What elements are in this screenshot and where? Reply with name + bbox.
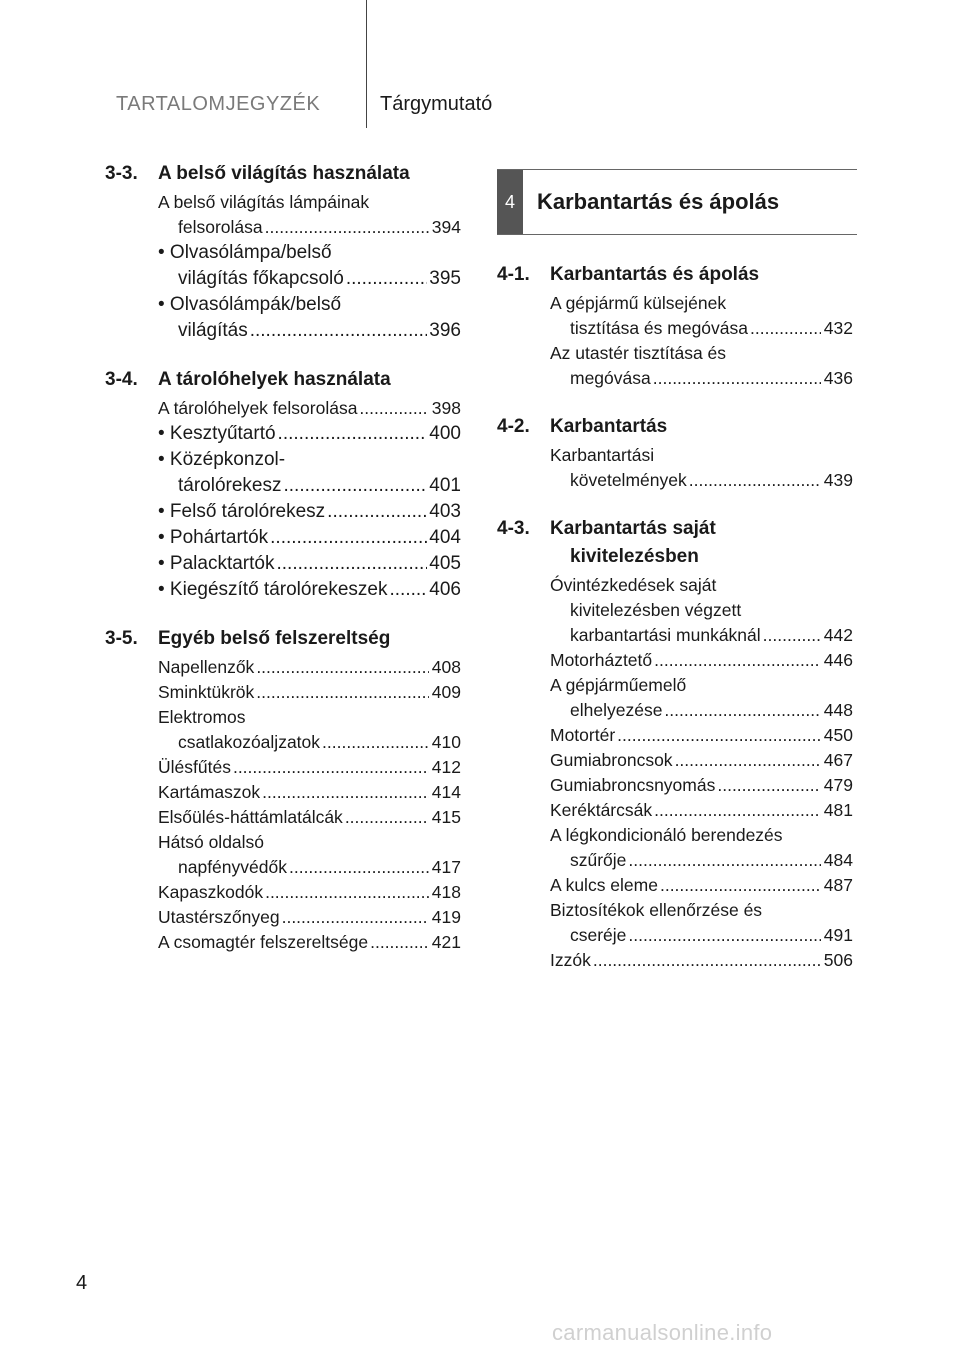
section-heading[interactable] [497, 515, 857, 571]
dot-leader [359, 396, 429, 421]
entry-page-number: 405 [429, 553, 461, 574]
entry-page-number: 414 [431, 782, 461, 802]
chapter-title: Karbantartás és ápolás [537, 189, 780, 214]
entry-text-line: követelmények [570, 470, 687, 490]
entry-text-line: Biztosítékok ellenőrzése és [550, 900, 763, 920]
entry-text-line: A gépjármű külsejének [550, 293, 727, 313]
entry-leader-row [550, 748, 853, 773]
entry-page-number: 408 [431, 657, 461, 677]
dot-leader [660, 873, 821, 898]
toc-entry[interactable] [158, 905, 465, 930]
entry-text-line: • Felső tárolórekesz [158, 501, 326, 522]
entry-page-number: 406 [429, 579, 461, 600]
entry-leader-row [550, 623, 853, 648]
dot-leader [278, 421, 428, 447]
dot-leader [593, 948, 821, 973]
entry-text-line: Motorháztető [550, 650, 653, 670]
dot-leader [256, 655, 429, 680]
header-index-link[interactable]: Tárgymutató [380, 93, 493, 115]
entry-text-line: Sminktükrök [158, 682, 255, 702]
toc-entry[interactable] [550, 723, 857, 748]
entry-page-number: 394 [431, 217, 461, 237]
section-heading[interactable] [497, 413, 857, 441]
entry-text-line: kivitelezésben végzett [570, 600, 742, 620]
dot-leader [628, 923, 821, 948]
entry-leader-row [158, 905, 461, 930]
entry-page-number: 396 [429, 320, 461, 341]
section-title [158, 160, 465, 188]
entry-text-line: • Pohártartók [158, 527, 269, 548]
dot-leader [689, 468, 821, 493]
toc-section [105, 160, 465, 344]
entry-text-line: Keréktárcsák [550, 800, 653, 820]
entry-leader-row [158, 655, 461, 680]
dot-leader [654, 648, 821, 673]
dot-leader [282, 905, 429, 930]
toc-entry[interactable] [158, 705, 465, 755]
dot-leader [346, 266, 427, 292]
entry-text-line: • Kiegészítő tárolórekeszek [158, 579, 388, 600]
entry-page-number: 400 [429, 423, 461, 444]
watermark-footer: carmanualsonline.info [552, 1320, 773, 1345]
entry-text-line: Hátsó oldalsó [158, 832, 265, 852]
toc-entry[interactable] [158, 240, 465, 292]
entry-leader-row [158, 473, 461, 499]
entry-text-line: cseréje [570, 925, 627, 945]
entry-leader-row [158, 318, 461, 344]
entry-leader-row [550, 723, 853, 748]
toc-entry[interactable] [158, 396, 465, 421]
entry-leader-row [550, 848, 853, 873]
toc-entry[interactable] [550, 898, 857, 948]
entry-leader-row [158, 780, 461, 805]
entry-leader-row [158, 880, 461, 905]
entry-text-line: Elektromos [158, 707, 246, 727]
entry-text-line: Kartámaszok [158, 782, 261, 802]
entry-text-line: Izzók [550, 950, 591, 970]
entry-leader-row [158, 396, 461, 421]
entry-leader-row [158, 266, 461, 292]
entry-page-number: 409 [431, 682, 461, 702]
dot-leader [289, 855, 429, 880]
header-section-label: TARTALOMJEGYZÉK [116, 93, 321, 115]
entry-page-number: 436 [823, 368, 853, 388]
entry-text-line: Gumiabroncsok [550, 750, 673, 770]
entry-page-number: 487 [823, 875, 853, 895]
entry-leader-row [158, 577, 461, 603]
entry-text-line: Elsőülés-háttámlatálcák [158, 807, 343, 827]
header-divider [366, 0, 367, 128]
toc-section [497, 515, 857, 973]
toc-section [497, 261, 857, 391]
entry-page-number: 410 [431, 732, 461, 752]
entry-leader-row [550, 366, 853, 391]
entry-leader-row [158, 930, 461, 955]
dot-leader [327, 499, 427, 525]
dot-leader [233, 755, 429, 780]
entry-page-number: 403 [429, 501, 461, 522]
section-title [158, 625, 465, 653]
entry-leader-row [158, 421, 461, 447]
section-title [550, 413, 857, 441]
entry-leader-row [158, 499, 461, 525]
entry-leader-row [158, 680, 461, 705]
entry-text-line: tisztítása és megóvása [570, 318, 748, 338]
section-number: 4-3. [497, 518, 530, 539]
entry-text-line: A csomagtér felszereltsége [158, 932, 369, 952]
dot-leader [262, 780, 429, 805]
section-title-line: Karbantartás [550, 416, 668, 437]
entry-leader-row [550, 648, 853, 673]
entry-text-line: karbantartási munkáknál [570, 625, 761, 645]
toc-entry[interactable] [550, 748, 857, 773]
entry-text-line: • Olvasólámpa/belső [158, 242, 332, 263]
entry-text-line: felsorolása [178, 217, 263, 237]
entry-page-number: 439 [823, 470, 853, 490]
toc-entry[interactable] [158, 680, 465, 705]
section-heading[interactable] [105, 160, 465, 188]
entry-page-number: 432 [823, 318, 853, 338]
toc-entry[interactable] [550, 823, 857, 873]
toc-entry[interactable] [158, 292, 465, 344]
entry-text-line: A belső világítás lámpáinak [158, 192, 370, 212]
entry-page-number: 421 [431, 932, 461, 952]
section-heading[interactable] [105, 625, 465, 653]
entry-text-line: Kapaszkodók [158, 882, 264, 902]
entry-leader-row [158, 855, 461, 880]
section-title [550, 261, 857, 289]
toc-entry[interactable] [158, 755, 465, 780]
entry-page-number: 398 [431, 398, 461, 418]
dot-leader [265, 880, 429, 905]
entry-text-line: elhelyezése [570, 700, 663, 720]
dot-leader [270, 525, 427, 551]
entry-page-number: 448 [823, 700, 853, 720]
dot-leader [653, 366, 821, 391]
toc-left-column [105, 160, 465, 977]
toc-entry[interactable] [158, 499, 465, 525]
toc-entry[interactable] [158, 830, 465, 880]
section-number: 3-3. [105, 163, 138, 184]
toc-section [105, 366, 465, 603]
toc-entry[interactable] [550, 648, 857, 673]
entry-leader-row [550, 316, 853, 341]
entry-text-line: napfényvédők [178, 857, 287, 877]
entry-leader-row [158, 525, 461, 551]
section-title-line: Karbantartás saját [550, 518, 716, 539]
dot-leader [284, 473, 428, 499]
entry-text-line: világítás főkapcsoló [178, 268, 344, 289]
entry-page-number: 412 [431, 757, 461, 777]
toc-entry[interactable] [550, 948, 857, 973]
entry-leader-row [550, 468, 853, 493]
entry-page-number: 491 [823, 925, 853, 945]
toc-entry[interactable] [158, 655, 465, 680]
dot-leader [322, 730, 429, 755]
entry-text-line: Karbantartási [550, 445, 655, 465]
toc-entry[interactable] [158, 930, 465, 955]
dot-leader [276, 551, 427, 577]
entry-leader-row [158, 215, 461, 240]
entry-text-line: szűrője [570, 850, 627, 870]
section-title-line: kivitelezésben [570, 546, 699, 567]
entry-page-number: 479 [823, 775, 853, 795]
entry-page-number: 481 [823, 800, 853, 820]
entry-leader-row [158, 551, 461, 577]
entry-page-number: 484 [823, 850, 853, 870]
toc-entry[interactable] [550, 443, 857, 493]
dot-leader [628, 848, 821, 873]
toc-entry[interactable] [158, 577, 465, 603]
entry-text-line: tárolórekesz [178, 475, 282, 496]
toc-entry[interactable] [158, 421, 465, 447]
toc-entry[interactable] [158, 190, 465, 240]
entry-leader-row [550, 798, 853, 823]
toc-entry[interactable] [550, 341, 857, 391]
entry-text-line: A kulcs eleme [550, 875, 658, 895]
entry-leader-row [550, 773, 853, 798]
entry-text-line: A gépjárműemelő [550, 675, 687, 695]
entry-text-line: • Kesztyűtartó [158, 423, 276, 444]
toc-entry[interactable] [550, 798, 857, 823]
entry-text-line: megóvása [570, 368, 651, 388]
dot-leader [389, 577, 427, 603]
entry-page-number: 401 [429, 475, 461, 496]
section-title [158, 366, 465, 394]
entry-text-line: Napellenzők [158, 657, 255, 677]
section-title-line: Egyéb belső felszereltség [158, 628, 391, 649]
entry-leader-row [158, 805, 461, 830]
section-number: 4-2. [497, 416, 530, 437]
entry-text-line: világítás [178, 320, 248, 341]
entry-text-line: Utastérszőnyeg [158, 907, 280, 927]
entry-page-number: 395 [429, 268, 461, 289]
entry-text-line: Ülésfűtés [158, 757, 231, 777]
entry-page-number: 467 [823, 750, 853, 770]
toc-entry[interactable] [550, 291, 857, 341]
chapter-banner[interactable] [497, 169, 857, 235]
dot-leader [265, 215, 429, 240]
entry-text-line: A tárolóhelyek felsorolása [158, 398, 358, 418]
dot-leader [654, 798, 821, 823]
section-number: 3-5. [105, 628, 138, 649]
entry-text-line: • Középkonzol- [158, 449, 286, 470]
entry-text-line: csatlakozóaljzatok [178, 732, 321, 752]
entry-page-number: 446 [823, 650, 853, 670]
entry-text-line: Óvintézkedések saját [550, 575, 717, 595]
dot-leader [750, 316, 821, 341]
toc-entry[interactable] [158, 525, 465, 551]
chapter-number: 4 [497, 170, 523, 234]
entry-page-number: 442 [823, 625, 853, 645]
entry-page-number: 419 [431, 907, 461, 927]
dot-leader [617, 723, 821, 748]
entry-page-number: 450 [823, 725, 853, 745]
section-number: 3-4. [105, 369, 138, 390]
section-title-line: A belső világítás használata [158, 163, 410, 184]
entry-leader-row [550, 873, 853, 898]
toc-entry[interactable] [158, 780, 465, 805]
toc-entry[interactable] [550, 773, 857, 798]
dot-leader [763, 623, 821, 648]
dot-leader [345, 805, 429, 830]
entry-leader-row [158, 730, 461, 755]
section-heading[interactable] [105, 366, 465, 394]
section-title-line: A tárolóhelyek használata [158, 369, 391, 390]
toc-entry[interactable] [550, 873, 857, 898]
entry-text-line: Gumiabroncsnyomás [550, 775, 716, 795]
entry-page-number: 506 [823, 950, 853, 970]
entry-text-line: Motortér [550, 725, 616, 745]
entry-page-number: 418 [431, 882, 461, 902]
entry-page-number: 404 [429, 527, 461, 548]
section-heading[interactable] [497, 261, 857, 289]
toc-entry[interactable] [550, 673, 857, 723]
dot-leader [250, 318, 428, 344]
entry-leader-row [550, 923, 853, 948]
entry-text-line: Az utastér tisztítása és [550, 343, 727, 363]
dot-leader [256, 680, 429, 705]
entry-text-line: • Palacktartók [158, 553, 275, 574]
page-number: 4 [76, 1272, 88, 1294]
toc-entry[interactable] [158, 880, 465, 905]
toc-entry[interactable] [158, 447, 465, 499]
entry-page-number: 417 [431, 857, 461, 877]
toc-section [105, 625, 465, 955]
toc-entry[interactable] [158, 805, 465, 830]
dot-leader [664, 698, 821, 723]
entry-leader-row [158, 755, 461, 780]
entry-text-line: A légkondicionáló berendezés [550, 825, 783, 845]
entry-text-line: • Olvasólámpák/belső [158, 294, 342, 315]
dot-leader [675, 748, 821, 773]
entry-page-number: 415 [431, 807, 461, 827]
toc-entry[interactable] [158, 551, 465, 577]
section-title [550, 515, 857, 571]
toc-right-column [497, 160, 857, 995]
toc-entry[interactable] [550, 573, 857, 648]
section-number: 4-1. [497, 264, 530, 285]
entry-leader-row [550, 948, 853, 973]
dot-leader [370, 930, 429, 955]
dot-leader [717, 773, 821, 798]
entry-leader-row [550, 698, 853, 723]
toc-section [497, 413, 857, 493]
section-title-line: Karbantartás és ápolás [550, 264, 760, 285]
